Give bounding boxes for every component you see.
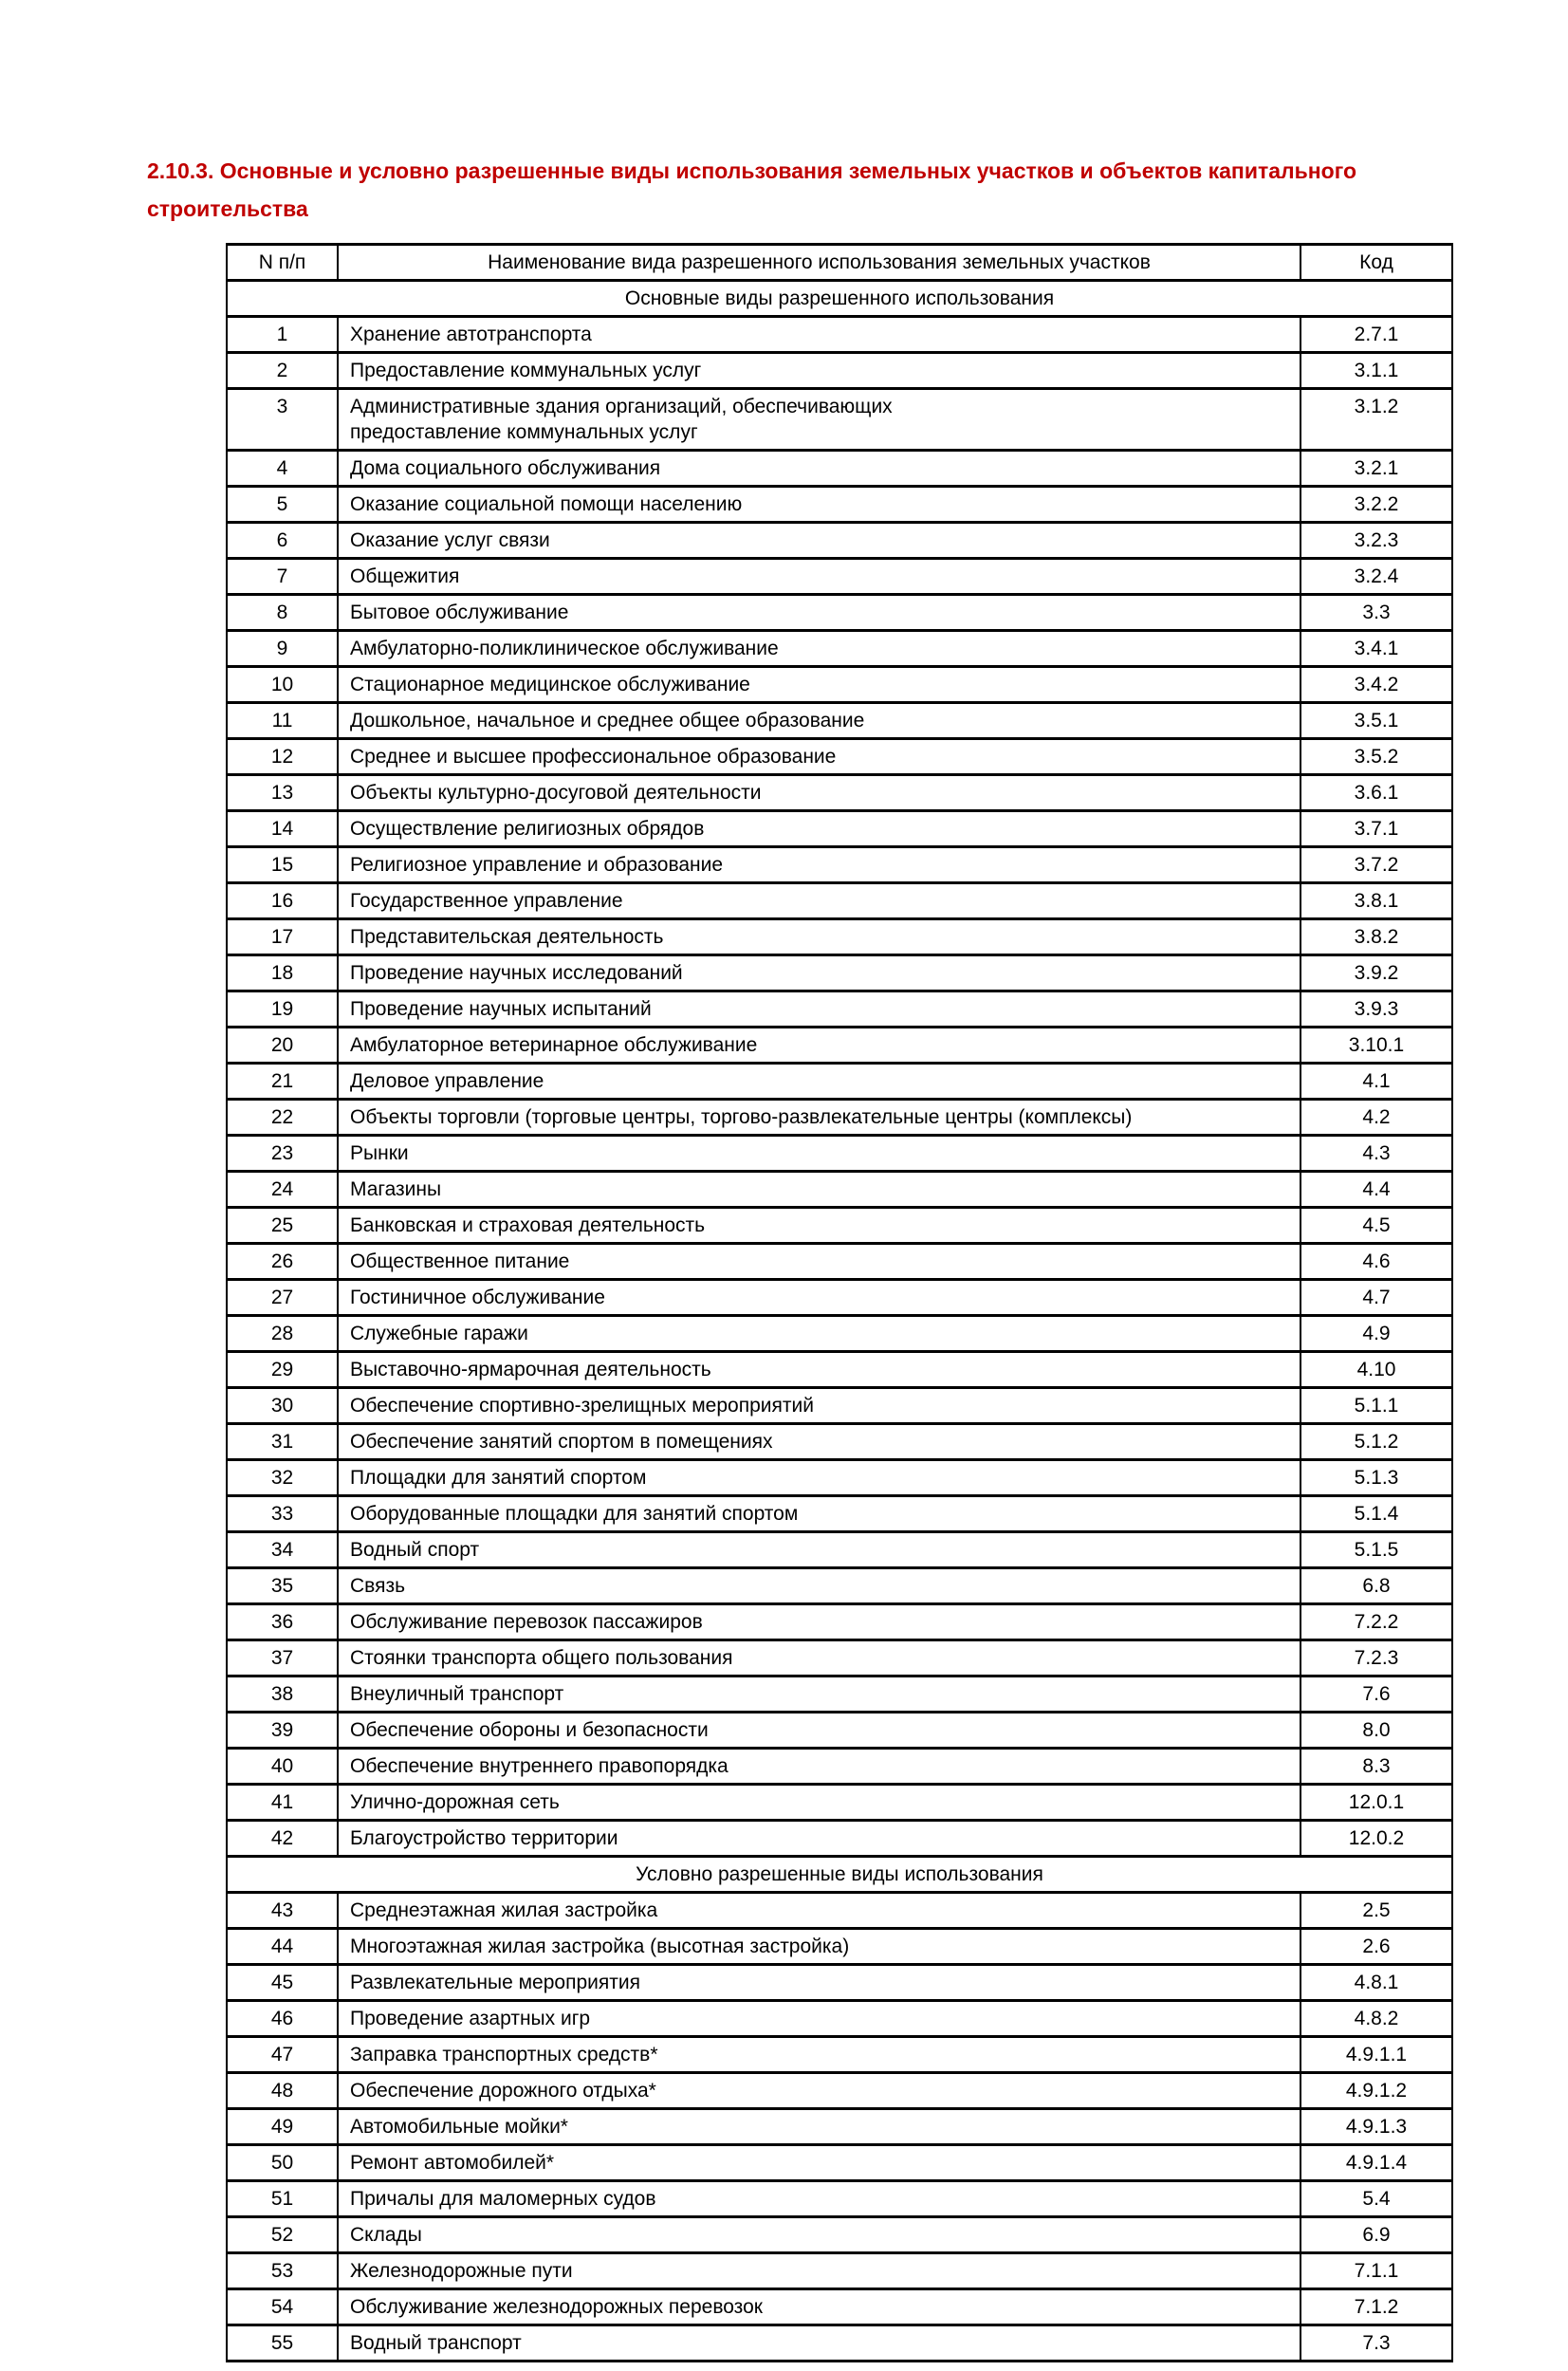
row-num: 7 xyxy=(227,559,338,595)
row-name: Магазины xyxy=(338,1172,1301,1208)
row-code: 4.8.1 xyxy=(1301,1965,1452,2001)
row-num: 37 xyxy=(227,1640,338,1676)
table-row xyxy=(227,523,1452,559)
row-name: Хранение автотранспорта xyxy=(338,317,1301,353)
row-num: 26 xyxy=(227,1244,338,1280)
table-row xyxy=(227,811,1452,847)
table-row xyxy=(227,1280,1452,1316)
table-row xyxy=(227,739,1452,775)
row-code: 8.3 xyxy=(1301,1749,1452,1785)
row-name: Оказание услуг связи xyxy=(338,523,1301,559)
row-num: 13 xyxy=(227,775,338,811)
row-num: 55 xyxy=(227,2325,338,2362)
table-row xyxy=(227,1785,1452,1821)
row-num: 38 xyxy=(227,1676,338,1713)
row-name: Дома социального обслуживания xyxy=(338,451,1301,487)
row-num: 44 xyxy=(227,1929,338,1965)
row-name: Служебные гаражи xyxy=(338,1316,1301,1352)
row-name: Развлекательные мероприятия xyxy=(338,1965,1301,2001)
row-name: Обеспечение дорожного отдыха* xyxy=(338,2073,1301,2109)
row-name: Религиозное управление и образование xyxy=(338,847,1301,883)
row-name: Объекты торговли (торговые центры, торгово-развлекательные центры (комплексы) xyxy=(338,1100,1301,1136)
table-row xyxy=(227,2181,1452,2217)
row-num: 12 xyxy=(227,739,338,775)
row-name: Выставочно-ярмарочная деятельность xyxy=(338,1352,1301,1388)
row-num: 41 xyxy=(227,1785,338,1821)
row-num: 29 xyxy=(227,1352,338,1388)
row-code: 3.5.1 xyxy=(1301,703,1452,739)
row-name: Обслуживание железнодорожных перевозок xyxy=(338,2289,1301,2325)
table-row xyxy=(227,2325,1452,2362)
row-name: Водный спорт xyxy=(338,1532,1301,1568)
table-row xyxy=(227,2217,1452,2253)
table-row xyxy=(227,775,1452,811)
table-row xyxy=(227,1749,1452,1785)
row-code: 3.8.2 xyxy=(1301,919,1452,955)
row-name: Проведение научных испытаний xyxy=(338,991,1301,1028)
row-num: 39 xyxy=(227,1713,338,1749)
row-num: 24 xyxy=(227,1172,338,1208)
land-use-table-body xyxy=(227,281,1452,2362)
row-code: 5.1.3 xyxy=(1301,1460,1452,1496)
row-name: Обеспечение занятий спортом в помещениях xyxy=(338,1424,1301,1460)
row-num: 28 xyxy=(227,1316,338,1352)
table-row xyxy=(227,1532,1452,1568)
section-title: Условно разрешенные виды использования xyxy=(227,1857,1452,1893)
table-row xyxy=(227,667,1452,703)
row-code: 5.4 xyxy=(1301,2181,1452,2217)
row-num: 9 xyxy=(227,631,338,667)
row-name: Представительская деятельность xyxy=(338,919,1301,955)
table-row xyxy=(227,2073,1452,2109)
row-num: 18 xyxy=(227,955,338,991)
row-code: 8.0 xyxy=(1301,1713,1452,1749)
row-name: Обеспечение обороны и безопасности xyxy=(338,1713,1301,1749)
row-code: 5.1.1 xyxy=(1301,1388,1452,1424)
table-row xyxy=(227,451,1452,487)
row-num: 19 xyxy=(227,991,338,1028)
table-row xyxy=(227,883,1452,919)
row-code: 4.2 xyxy=(1301,1100,1452,1136)
table-row xyxy=(227,1929,1452,1965)
row-name: Стационарное медицинское обслуживание xyxy=(338,667,1301,703)
row-code: 3.4.1 xyxy=(1301,631,1452,667)
row-name: Автомобильные мойки* xyxy=(338,2109,1301,2145)
table-row xyxy=(227,2253,1452,2289)
row-code: 3.8.1 xyxy=(1301,883,1452,919)
row-name: Обслуживание перевозок пассажиров xyxy=(338,1604,1301,1640)
row-code: 4.5 xyxy=(1301,1208,1452,1244)
row-code: 3.9.3 xyxy=(1301,991,1452,1028)
row-code: 12.0.1 xyxy=(1301,1785,1452,1821)
table-row xyxy=(227,2109,1452,2145)
row-name: Причалы для маломерных судов xyxy=(338,2181,1301,2217)
row-num: 36 xyxy=(227,1604,338,1640)
row-num: 46 xyxy=(227,2001,338,2037)
row-code: 4.7 xyxy=(1301,1280,1452,1316)
row-name: Среднеэтажная жилая застройка xyxy=(338,1893,1301,1929)
row-code: 3.7.1 xyxy=(1301,811,1452,847)
row-num: 20 xyxy=(227,1028,338,1064)
row-name: Банковская и страховая деятельность xyxy=(338,1208,1301,1244)
row-num: 43 xyxy=(227,1893,338,1929)
row-num: 31 xyxy=(227,1424,338,1460)
row-name: Проведение научных исследований xyxy=(338,955,1301,991)
row-code: 4.9.1.1 xyxy=(1301,2037,1452,2073)
table-row xyxy=(227,631,1452,667)
row-num: 4 xyxy=(227,451,338,487)
row-code: 6.8 xyxy=(1301,1568,1452,1604)
table-row xyxy=(227,919,1452,955)
row-code: 3.4.2 xyxy=(1301,667,1452,703)
row-name: Внеуличный транспорт xyxy=(338,1676,1301,1713)
row-code: 4.10 xyxy=(1301,1352,1452,1388)
row-code: 3.6.1 xyxy=(1301,775,1452,811)
row-num: 51 xyxy=(227,2181,338,2217)
row-name: Объекты культурно-досуговой деятельности xyxy=(338,775,1301,811)
row-num: 42 xyxy=(227,1821,338,1857)
table-row xyxy=(227,2289,1452,2325)
table-row xyxy=(227,1352,1452,1388)
row-code: 4.6 xyxy=(1301,1244,1452,1280)
row-name: Заправка транспортных средств* xyxy=(338,2037,1301,2073)
header-row xyxy=(227,245,1452,281)
row-name: Проведение азартных игр xyxy=(338,2001,1301,2037)
row-num: 1 xyxy=(227,317,338,353)
row-name: Амбулаторное ветеринарное обслуживание xyxy=(338,1028,1301,1064)
row-num: 15 xyxy=(227,847,338,883)
row-num: 22 xyxy=(227,1100,338,1136)
row-name: Склады xyxy=(338,2217,1301,2253)
row-num: 3 xyxy=(227,389,338,451)
table-row xyxy=(227,1460,1452,1496)
row-name: Железнодорожные пути xyxy=(338,2253,1301,2289)
row-num: 8 xyxy=(227,595,338,631)
row-num: 47 xyxy=(227,2037,338,2073)
table-row xyxy=(227,559,1452,595)
table-row xyxy=(227,703,1452,739)
table-row xyxy=(227,1893,1452,1929)
row-num: 32 xyxy=(227,1460,338,1496)
table-row xyxy=(227,991,1452,1028)
row-code: 4.4 xyxy=(1301,1172,1452,1208)
row-code: 3.2.3 xyxy=(1301,523,1452,559)
row-name: Государственное управление xyxy=(338,883,1301,919)
row-num: 53 xyxy=(227,2253,338,2289)
table-row xyxy=(227,847,1452,883)
row-code: 12.0.2 xyxy=(1301,1821,1452,1857)
row-num: 27 xyxy=(227,1280,338,1316)
table-row xyxy=(227,2145,1452,2181)
row-code: 4.9.1.2 xyxy=(1301,2073,1452,2109)
row-code: 5.1.4 xyxy=(1301,1496,1452,1532)
row-num: 45 xyxy=(227,1965,338,2001)
table-row xyxy=(227,1208,1452,1244)
table-row xyxy=(227,1136,1452,1172)
row-code: 3.2.1 xyxy=(1301,451,1452,487)
row-code: 7.1.1 xyxy=(1301,2253,1452,2289)
row-num: 23 xyxy=(227,1136,338,1172)
row-code: 7.3 xyxy=(1301,2325,1452,2362)
row-num: 49 xyxy=(227,2109,338,2145)
row-num: 35 xyxy=(227,1568,338,1604)
table-row xyxy=(227,2037,1452,2073)
header-num: N п/п xyxy=(227,245,338,281)
row-num: 14 xyxy=(227,811,338,847)
row-code: 3.5.2 xyxy=(1301,739,1452,775)
table-row xyxy=(227,1676,1452,1713)
row-code: 3.3 xyxy=(1301,595,1452,631)
row-num: 34 xyxy=(227,1532,338,1568)
row-name: Предоставление коммунальных услуг xyxy=(338,353,1301,389)
table-row xyxy=(227,1172,1452,1208)
row-name: Гостиничное обслуживание xyxy=(338,1280,1301,1316)
row-name: Среднее и высшее профессиональное образование xyxy=(338,739,1301,775)
table-row xyxy=(227,1388,1452,1424)
row-num: 54 xyxy=(227,2289,338,2325)
row-code: 3.1.2 xyxy=(1301,389,1452,451)
row-code: 7.2.2 xyxy=(1301,1604,1452,1640)
row-name: Дошкольное, начальное и среднее общее образование xyxy=(338,703,1301,739)
row-code: 4.3 xyxy=(1301,1136,1452,1172)
table-row xyxy=(227,1100,1452,1136)
row-code: 4.9 xyxy=(1301,1316,1452,1352)
section-title: Основные виды разрешенного использования xyxy=(227,281,1452,317)
row-code: 3.2.2 xyxy=(1301,487,1452,523)
row-name: Общественное питание xyxy=(338,1244,1301,1280)
row-num: 25 xyxy=(227,1208,338,1244)
row-name: Улично-дорожная сеть xyxy=(338,1785,1301,1821)
row-num: 21 xyxy=(227,1064,338,1100)
row-code: 2.5 xyxy=(1301,1893,1452,1929)
table-row xyxy=(227,1821,1452,1857)
row-code: 7.2.3 xyxy=(1301,1640,1452,1676)
section-row xyxy=(227,1857,1452,1893)
table-row xyxy=(227,353,1452,389)
row-name: Оборудованные площадки для занятий спортом xyxy=(338,1496,1301,1532)
row-num: 11 xyxy=(227,703,338,739)
row-name: Осуществление религиозных обрядов xyxy=(338,811,1301,847)
row-code: 5.1.2 xyxy=(1301,1424,1452,1460)
row-name: Обеспечение спортивно-зрелищных мероприятий xyxy=(338,1388,1301,1424)
row-num: 30 xyxy=(227,1388,338,1424)
table-row xyxy=(227,1424,1452,1460)
row-name: Связь xyxy=(338,1568,1301,1604)
row-name: Бытовое обслуживание xyxy=(338,595,1301,631)
row-code: 4.8.2 xyxy=(1301,2001,1452,2037)
table-row xyxy=(227,1604,1452,1640)
table-row xyxy=(227,389,1452,451)
row-name: Оказание социальной помощи населению xyxy=(338,487,1301,523)
row-name: Водный транспорт xyxy=(338,2325,1301,2362)
table-row xyxy=(227,1244,1452,1280)
row-num: 48 xyxy=(227,2073,338,2109)
table-row xyxy=(227,1965,1452,2001)
row-name: Общежития xyxy=(338,559,1301,595)
row-code: 2.7.1 xyxy=(1301,317,1452,353)
row-code: 3.9.2 xyxy=(1301,955,1452,991)
table-row xyxy=(227,1028,1452,1064)
row-num: 52 xyxy=(227,2217,338,2253)
table-row xyxy=(227,2001,1452,2037)
table-header xyxy=(227,245,1452,281)
row-name: Деловое управление xyxy=(338,1064,1301,1100)
row-name: Обеспечение внутреннего правопорядка xyxy=(338,1749,1301,1785)
row-num: 33 xyxy=(227,1496,338,1532)
row-num: 16 xyxy=(227,883,338,919)
row-name: Административные здания организаций, обеспечивающих предоставление коммунальных услуг xyxy=(338,389,1301,451)
row-code: 3.7.2 xyxy=(1301,847,1452,883)
row-name: Ремонт автомобилей* xyxy=(338,2145,1301,2181)
row-code: 5.1.5 xyxy=(1301,1532,1452,1568)
row-code: 2.6 xyxy=(1301,1929,1452,1965)
row-name: Стоянки транспорта общего пользования xyxy=(338,1640,1301,1676)
row-name: Благоустройство территории xyxy=(338,1821,1301,1857)
table-row xyxy=(227,1496,1452,1532)
row-code: 4.1 xyxy=(1301,1064,1452,1100)
table-row xyxy=(227,1316,1452,1352)
table-row xyxy=(227,487,1452,523)
row-code: 6.9 xyxy=(1301,2217,1452,2253)
row-num: 17 xyxy=(227,919,338,955)
row-name: Амбулаторно-поликлиническое обслуживание xyxy=(338,631,1301,667)
row-code: 3.2.4 xyxy=(1301,559,1452,595)
row-code: 3.10.1 xyxy=(1301,1028,1452,1064)
row-num: 5 xyxy=(227,487,338,523)
row-name: Рынки xyxy=(338,1136,1301,1172)
table-row xyxy=(227,317,1452,353)
row-code: 4.9.1.4 xyxy=(1301,2145,1452,2181)
table-row xyxy=(227,955,1452,991)
header-name: Наименование вида разрешенного использования земельных участков xyxy=(338,245,1301,281)
header-code: Код xyxy=(1301,245,1452,281)
row-num: 50 xyxy=(227,2145,338,2181)
row-num: 2 xyxy=(227,353,338,389)
row-name: Площадки для занятий спортом xyxy=(338,1460,1301,1496)
land-use-table xyxy=(226,243,1453,2362)
row-num: 6 xyxy=(227,523,338,559)
row-code: 3.1.1 xyxy=(1301,353,1452,389)
table-row xyxy=(227,595,1452,631)
page-title: 2.10.3. Основные и условно разрешенные виды использования земельных участков и объектов капитального строительства xyxy=(147,158,1357,221)
section-row xyxy=(227,281,1452,317)
row-num: 40 xyxy=(227,1749,338,1785)
table-row xyxy=(227,1064,1452,1100)
table-row xyxy=(227,1713,1452,1749)
row-code: 7.6 xyxy=(1301,1676,1452,1713)
row-name: Многоэтажная жилая застройка (высотная застройка) xyxy=(338,1929,1301,1965)
row-num: 10 xyxy=(227,667,338,703)
row-code: 4.9.1.3 xyxy=(1301,2109,1452,2145)
table-row xyxy=(227,1640,1452,1676)
row-code: 7.1.2 xyxy=(1301,2289,1452,2325)
table-row xyxy=(227,1568,1452,1604)
